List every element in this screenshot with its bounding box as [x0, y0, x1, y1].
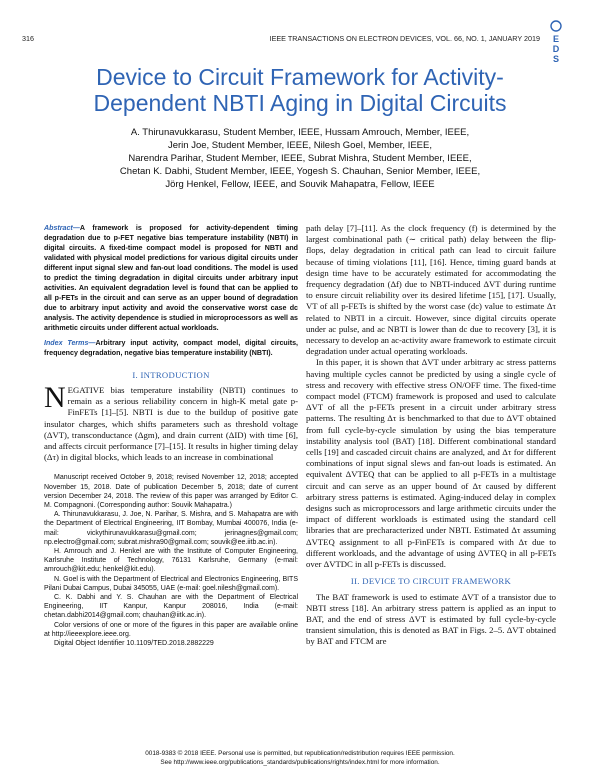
footnote: Manuscript received October 9, 2018; revised November 12, 2018; accepted November 15, 2018. Date of publication December 5, 2018; date of current version December 24, 2018. The review of this paper was arranged by Editor C. M. Compagnoni. (Corresponding author: Souvik Mahapatra.)	[44, 474, 298, 510]
author-line: Jörg Henkel, Fellow, IEEE, and Souvik Mahapatra, Fellow, IEEE	[165, 179, 435, 190]
intro-text: EGATIVE bias temperature instability (NBTI) continues to remain as a serious reliability concern in high-K metal gate p-FinFETs [1]–[5]. NBTI is due to the buildup of positive gate insulator charges, which shifts parameters such as threshold voltage (ΔVT), transconductance (Δgm), and drain current (ΔID) with time [6], and affects circuit performance [7]–[15]. It results in higher timing delay (Δτ) in digital blocks, which leads to an increase in combinational	[44, 385, 298, 463]
abstract-label: Abstract—	[44, 224, 80, 232]
body-paragraph: path delay [7]–[11]. As the clock frequency (f) is determined by the largest combinational path (∼ critical path) delay between the flip-flops, delay degradation in critical path can lead to circuit failure because of timing violations [11], [16]. Hence, timing guard bands at design time have to be accurately estimated for accommodating the frequency degradation (Δf) due to NBTI-induced ΔVT during runtime to ensure circuit reliability over its desired lifetime [15], [17]. Usually, VT of all p-FETs is shifted by the worst case (dc) value to estimate Δτ related to NBTI in a circuit. However, since digital circuits operate under ac pulse, and ac NBTI is lower than dc due to recovery [3], it is necessary to develop an ac-activity aware framework to estimate circuit degradation under actual operating workloads.	[306, 223, 556, 357]
footnote: H. Amrouch and J. Henkel are with the Institute of Computer Engineering, Karlsruhe Institute of Technology, 76131 Karlsruhe, Germany (e-mail: amrouch@kit.edu; henkel@kit.edu).	[44, 548, 298, 574]
footnote: C. K. Dabhi and Y. S. Chauhan are with the Department of Electrical Engineering, IIT Kanpur, Kanpur 208016, India (e-mail: chetan.dabhi2014@gmail.com; chauhan@iitk.ac.in).	[44, 594, 298, 620]
right-column	[306, 223, 556, 648]
left-column	[44, 223, 298, 648]
intro-paragraph	[44, 381, 298, 463]
rights-link-line: See http://www.ieee.org/publications_standards/publications/rights/index.html for more information.	[160, 758, 440, 766]
footnotes	[44, 473, 298, 648]
body-paragraph: The BAT framework is used to estimate ΔVT of a transistor due to NBTI stress [18]. An arbitrary stress pattern is applied as an input to BAT, and the end of stress ΔVT is estimated by full cycle-by-cycle transient simulation, this is denoted as BAT in Figs. 2–5. ΔVT obtained by BAT and FTCM are	[306, 591, 556, 647]
svg-text:E: E	[552, 34, 560, 44]
drop-cap: N	[44, 381, 66, 414]
footnote: Color versions of one or more of the figures in this paper are available online at http://ieeexplore.ieee.org.	[44, 621, 298, 638]
author-line: A. Thirunavukkarasu, Student Member, IEEE, Hussam Amrouch, Member, IEEE,	[130, 127, 470, 138]
section-heading: II. DEVICE TO CIRCUIT FRAMEWORK	[350, 576, 512, 587]
page-number: 316	[22, 34, 34, 43]
page-header	[22, 34, 540, 43]
svg-text:D: D	[552, 44, 560, 54]
index-terms-text: Arbitrary input activity, compact model, digital circuits, frequency degradation, negative bias temperature instability (NBTI).	[44, 339, 298, 357]
copyright-notice	[40, 750, 560, 767]
footnote: A. Thirunavukkarasu, J. Joe, N. Parihar, S. Mishra, and S. Mahapatra are with the Department of Electrical Engineering, IIT Bombay, Mumbai 400076, India (e-mail: vickythirunavukkarasu@gmail.com; jerinagnes@gmail.com; np.electro@gmail.com; subrat.mishra90@gmail.com; souvik@ee.iitb.ac.in).	[44, 511, 298, 546]
body-paragraph: In this paper, it is shown that ΔVT under arbitrary ac stress patterns having multiple cycles cannot be predicted by using a single cycle of stress and recovery with effective stress ON/OFF time. The fixed-time compact model (FTCM) framework is proposed and used to calculate ΔVT of all the p-FETs present in a circuit under arbitrary stress patterns. The resulting Δτ is benchmarked to that due to ΔVT obtained from full cycle-by-cycle simulation by using the bias temperature instability analysis tool (BAT) [18]. Different combinational standard cells [19] and cascaded circuit chains are analyzed, and Δτ for different combinations of input signal slews and fan-out loads is estimated. An equivalent ΔVTEQ that can be applied to all p-FETs in a multistage circuit and can serve as an upper bound of Δτ caused by different arbitrary stress patterns is estimated. Aging-induced delay in complex designs such as microprocessors and large arithmetic circuits under the impact of different workloads is estimated using the standard cell libraries that are precharacterized under NBTI. Estimated Δτ assuming ΔVTEQ assignment to all p-FinFETs is compared with Δτ due to different workloads, and the advantage of using ΔVTEQ in all p-FETs over ΔVTDC in all p-FETs is discussed.	[306, 357, 556, 570]
footnote: Digital Object Identifier 10.1109/TED.2018.2882229	[54, 640, 214, 648]
copyright-line: 0018-9383 © 2018 IEEE. Personal use is permitted, but republication/redistribution requires IEEE permission.	[145, 750, 455, 757]
footnote: N. Goel is with the Department of Electrical and Electronics Engineering, BITS Pilani Dubai Campus, Dubai 345055, UAE (e-mail: goel.nilesh@gmail.com).	[44, 575, 298, 592]
index-terms	[44, 338, 298, 358]
author-line: Jerin Joe, Student Member, IEEE, Nilesh Goel, Member, IEEE,	[167, 140, 432, 151]
author-line: Chetan K. Dabhi, Student Member, IEEE, Yogesh S. Chauhan, Senior Member, IEEE,	[119, 166, 481, 177]
abstract	[44, 223, 298, 333]
paper-title: Device to Circuit Framework for Activity-Dependent NBTI Aging in Digital Circuits	[93, 64, 507, 116]
eds-logo-icon	[548, 20, 564, 64]
section-heading: I. INTRODUCTION	[132, 370, 210, 380]
index-terms-label: Index Terms—	[44, 339, 96, 347]
author-list	[60, 126, 540, 191]
journal-name: IEEE TRANSACTIONS ON ELECTRON DEVICES, VOL. 66, NO. 1, JANUARY 2019	[269, 34, 540, 43]
abstract-text: A framework is proposed for activity-dependent timing degradation due to p-FET negative bias temperature instability (NBTI) in digital circuits. A fixed-time compact model is proposed for NBTI and validated with physical model predictions for various digital circuits under different input signal slew and fan-out load conditions. The model is used to predict the timing degradation in digital circuits under arbitrary input activities. An equivalent degradation level is found that can be applied to all p-FETs in the circuit and can serve as an upper bound of degradation due to arbitrary input activity and avoid the conservative worst case dc analysis. The activity dependence is studied in microprocessors as well as arithmetic circuits under different actual workloads.	[44, 224, 298, 332]
svg-text:S: S	[552, 54, 560, 64]
author-line: Narendra Parihar, Student Member, IEEE, Subrat Mishra, Student Member, IEEE,	[128, 153, 472, 164]
